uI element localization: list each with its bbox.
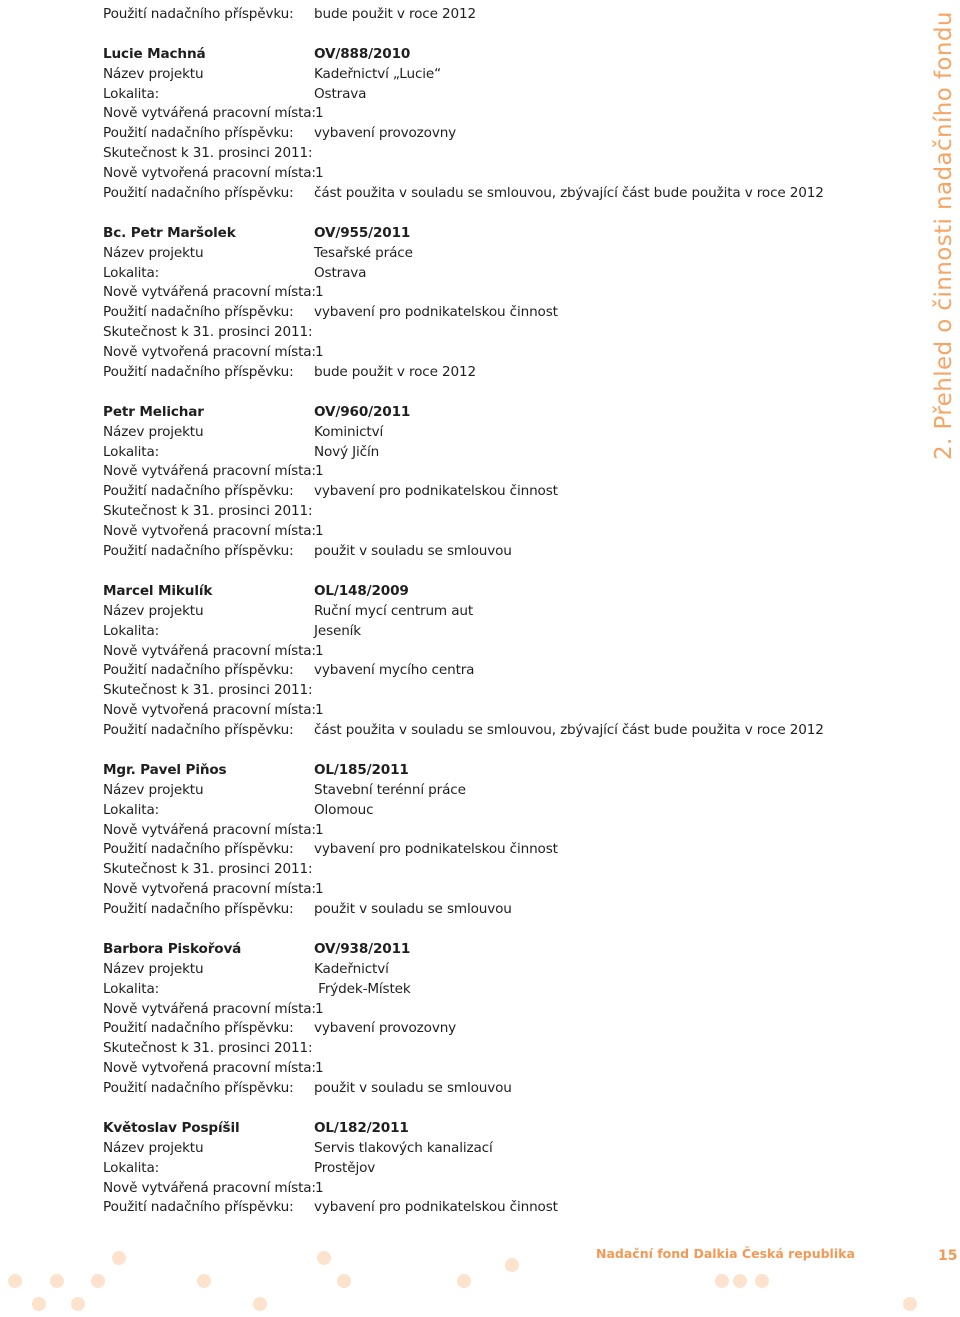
- label-project: Název projektu: [103, 960, 204, 977]
- decorative-dot: [8, 1274, 22, 1288]
- value-location: Olomouc: [314, 801, 374, 818]
- decorative-dot: [505, 1258, 519, 1272]
- value-usage: bude použit v roce 2012: [314, 6, 476, 22]
- value-actual-usage: použit v souladu se smlouvou: [314, 1080, 512, 1097]
- decorative-dot: [715, 1274, 729, 1288]
- label-project: Název projektu: [103, 781, 204, 798]
- value-location: Prostějov: [314, 1159, 376, 1176]
- section-title-vertical: 2. Přehled o činnosti nadačního fondu: [931, 11, 957, 460]
- decorative-dot: [50, 1274, 64, 1288]
- decorative-dot: [253, 1297, 267, 1311]
- entry-row-usage: [103, 5, 903, 25]
- entry-header: [103, 761, 903, 781]
- label-location: Lokalita:: [103, 85, 160, 102]
- value-new-jobs: 1: [315, 105, 324, 122]
- value-usage: vybavení provozovny: [314, 125, 457, 142]
- footer-organization: Nadační fond Dalkia Česká republika: [596, 1246, 855, 1261]
- entry-header: [103, 582, 903, 602]
- label-usage: Použití nadačního příspěvku:: [103, 304, 294, 321]
- label-usage: Použití nadačního příspěvku:: [103, 543, 294, 560]
- label-project: Název projektu: [103, 1139, 204, 1156]
- label-usage: Použití nadačního příspěvku:: [103, 6, 294, 22]
- label-actual: Skutečnost k 31. prosinci 2011:: [103, 861, 313, 878]
- decorative-dot: [755, 1274, 769, 1288]
- label-actual: Skutečnost k 31. prosinci 2011:: [103, 682, 313, 699]
- contract-code: OL/185/2011: [314, 761, 409, 778]
- value-project: Kadeřnictví „Lucie“: [314, 65, 442, 82]
- decorative-dot: [457, 1274, 471, 1288]
- label-actual: Skutečnost k 31. prosinci 2011:: [103, 1040, 313, 1057]
- recipient-name: Petr Melichar: [103, 403, 204, 420]
- value-project: Stavební terénní práce: [314, 781, 466, 798]
- label-project: Název projektu: [103, 423, 204, 440]
- label-project: Název projektu: [103, 65, 204, 82]
- value-location: Ostrava: [314, 264, 367, 281]
- value-usage: vybavení pro podnikatelskou činnost: [314, 841, 558, 858]
- label-usage: Použití nadačního příspěvku:: [103, 483, 294, 500]
- contract-code: OV/938/2011: [314, 940, 411, 957]
- label-usage: Použití nadačního příspěvku:: [103, 662, 294, 679]
- grant-entries: [103, 5, 903, 1218]
- entry-header: [103, 1119, 903, 1139]
- value-project: Tesařské práce: [314, 244, 413, 261]
- label-actual: Skutečnost k 31. prosinci 2011:: [103, 503, 313, 520]
- value-location: Frýdek-Místek: [314, 980, 411, 997]
- value-project: Ruční mycí centrum aut: [314, 602, 474, 619]
- recipient-name: Lucie Machná: [103, 45, 206, 62]
- label-created-jobs: Nově vytvořená pracovní místa:: [103, 1060, 316, 1077]
- contract-code: OV/888/2010: [314, 45, 411, 62]
- recipient-name: Mgr. Pavel Piňos: [103, 761, 227, 778]
- value-project: Kadeřnictví: [314, 960, 389, 977]
- value-new-jobs: 1: [315, 1179, 324, 1196]
- label-location: Lokalita:: [103, 801, 160, 818]
- label-usage: Použití nadačního příspěvku:: [103, 185, 294, 202]
- value-new-jobs: 1: [315, 642, 324, 659]
- value-new-jobs: 1: [315, 1000, 324, 1017]
- value-created-jobs: 1: [315, 1060, 324, 1077]
- label-created-jobs: Nově vytvořená pracovní místa:: [103, 702, 316, 719]
- value-location: Jeseník: [314, 622, 362, 639]
- label-project: Název projektu: [103, 602, 204, 619]
- value-actual-usage: použit v souladu se smlouvou: [314, 543, 512, 560]
- label-new-jobs: Nově vytvářená pracovní místa:: [103, 463, 316, 480]
- value-created-jobs: 1: [315, 523, 324, 540]
- decorative-dot: [903, 1297, 917, 1311]
- decorative-dot: [733, 1274, 747, 1288]
- entry-header: [103, 224, 903, 244]
- value-created-jobs: 1: [315, 881, 324, 898]
- label-new-jobs: Nově vytvářená pracovní místa:: [103, 105, 316, 122]
- entry-header: [103, 403, 903, 423]
- entry-header: [103, 45, 903, 65]
- label-created-jobs: Nově vytvořená pracovní místa:: [103, 881, 316, 898]
- decorative-dot: [112, 1251, 126, 1265]
- value-actual-usage: část použita v souladu se smlouvou, zbývající část bude použita v roce 2012: [314, 185, 824, 202]
- label-new-jobs: Nově vytvářená pracovní místa:: [103, 821, 316, 838]
- label-usage: Použití nadačního příspěvku:: [103, 1020, 294, 1037]
- value-new-jobs: 1: [315, 284, 324, 301]
- value-actual-usage: bude použit v roce 2012: [314, 364, 476, 381]
- value-created-jobs: 1: [315, 344, 324, 361]
- label-location: Lokalita:: [103, 264, 160, 281]
- decorative-dot: [71, 1297, 85, 1311]
- value-created-jobs: 1: [315, 702, 324, 719]
- label-location: Lokalita:: [103, 443, 160, 460]
- value-location: Nový Jičín: [314, 443, 380, 460]
- label-usage: Použití nadačního příspěvku:: [103, 364, 294, 381]
- value-new-jobs: 1: [315, 463, 324, 480]
- label-usage: Použití nadačního příspěvku:: [103, 901, 294, 918]
- label-usage: Použití nadačního příspěvku:: [103, 722, 294, 739]
- contract-code: OL/148/2009: [314, 582, 409, 599]
- entry-header: [103, 940, 903, 960]
- decorative-dot: [91, 1274, 105, 1288]
- label-location: Lokalita:: [103, 622, 160, 639]
- recipient-name: Barbora Piskořová: [103, 940, 242, 957]
- label-actual: Skutečnost k 31. prosinci 2011:: [103, 145, 313, 162]
- label-new-jobs: Nově vytvářená pracovní místa:: [103, 642, 316, 659]
- value-usage: vybavení pro podnikatelskou činnost: [314, 483, 558, 500]
- contract-code: OL/182/2011: [314, 1119, 409, 1136]
- recipient-name: Marcel Mikulík: [103, 582, 213, 599]
- contract-code: OV/960/2011: [314, 403, 411, 420]
- value-project: Kominictví: [314, 423, 384, 440]
- decorative-dot: [337, 1274, 351, 1288]
- label-usage: Použití nadačního příspěvku:: [103, 1199, 294, 1216]
- label-usage: Použití nadačního příspěvku:: [103, 125, 294, 142]
- label-project: Název projektu: [103, 244, 204, 261]
- decorative-dot: [197, 1274, 211, 1288]
- value-usage: vybavení pro podnikatelskou činnost: [314, 1199, 558, 1216]
- label-location: Lokalita:: [103, 1159, 160, 1176]
- value-created-jobs: 1: [315, 165, 324, 182]
- label-actual: Skutečnost k 31. prosinci 2011:: [103, 324, 313, 341]
- value-location: Ostrava: [314, 85, 367, 102]
- value-actual-usage: použit v souladu se smlouvou: [314, 901, 512, 918]
- contract-code: OV/955/2011: [314, 224, 411, 241]
- label-created-jobs: Nově vytvořená pracovní místa:: [103, 165, 316, 182]
- decorative-dot: [32, 1297, 46, 1311]
- recipient-name: Bc. Petr Maršolek: [103, 224, 236, 241]
- label-usage: Použití nadačního příspěvku:: [103, 841, 294, 858]
- value-usage: vybavení provozovny: [314, 1020, 457, 1037]
- value-actual-usage: část použita v souladu se smlouvou, zbývající část bude použita v roce 2012: [314, 722, 824, 739]
- label-new-jobs: Nově vytvářená pracovní místa:: [103, 284, 316, 301]
- label-location: Lokalita:: [103, 980, 160, 997]
- page-number: 15: [938, 1248, 958, 1264]
- decorative-dot: [317, 1251, 331, 1265]
- label-new-jobs: Nově vytvářená pracovní místa:: [103, 1179, 316, 1196]
- value-project: Servis tlakových kanalizací: [314, 1139, 493, 1156]
- recipient-name: Květoslav Pospíšil: [103, 1119, 240, 1136]
- label-created-jobs: Nově vytvořená pracovní místa:: [103, 523, 316, 540]
- label-created-jobs: Nově vytvořená pracovní místa:: [103, 344, 316, 361]
- value-usage: vybavení mycího centra: [314, 662, 475, 679]
- label-usage: Použití nadačního příspěvku:: [103, 1080, 294, 1097]
- value-usage: vybavení pro podnikatelskou činnost: [314, 304, 558, 321]
- label-new-jobs: Nově vytvářená pracovní místa:: [103, 1000, 316, 1017]
- value-new-jobs: 1: [315, 821, 324, 838]
